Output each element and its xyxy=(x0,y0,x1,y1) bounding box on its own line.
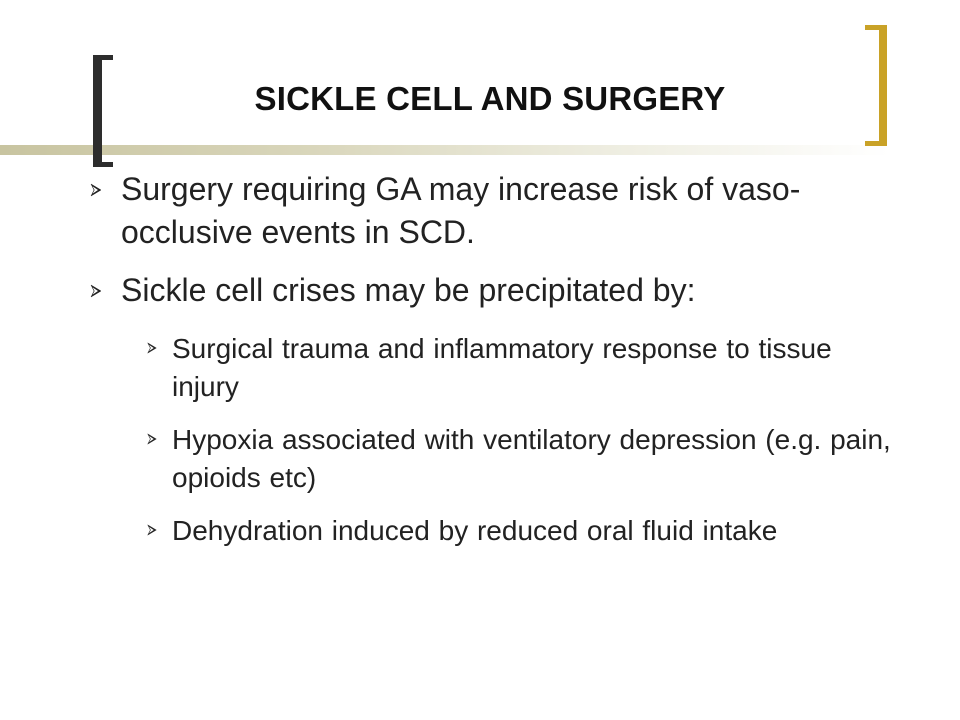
chevron-right-icon xyxy=(132,419,172,459)
title-underline-rule xyxy=(0,145,890,155)
slide-body xyxy=(70,165,900,563)
sub-bullet-item xyxy=(70,419,900,497)
sub-bullet-item xyxy=(70,510,900,550)
chevron-right-icon xyxy=(70,266,121,316)
bullet-item xyxy=(70,266,900,316)
slide-title: SICKLE CELL AND SURGERY xyxy=(254,80,726,117)
sub-bullet-item xyxy=(70,328,900,406)
chevron-right-icon xyxy=(132,510,172,550)
right-bracket-decoration xyxy=(865,25,887,146)
sub-bullet-text: Dehydration induced by reduced oral fluid intake xyxy=(172,515,778,546)
sub-bullet-text: Hypoxia associated with ventilatory depression (e.g. pain, opioids etc) xyxy=(172,424,891,493)
bullet-text: Sickle cell crises may be precipitated by: xyxy=(121,272,696,308)
left-bracket-decoration xyxy=(93,55,113,167)
sub-bullet-text: Surgical trauma and inflammatory response to tissue injury xyxy=(172,333,832,402)
bullet-text: Surgery requiring GA may increase risk of vaso-occlusive events in SCD. xyxy=(121,171,801,250)
chevron-right-icon xyxy=(132,328,172,368)
chevron-right-icon xyxy=(70,165,121,215)
bullet-item xyxy=(70,165,900,254)
